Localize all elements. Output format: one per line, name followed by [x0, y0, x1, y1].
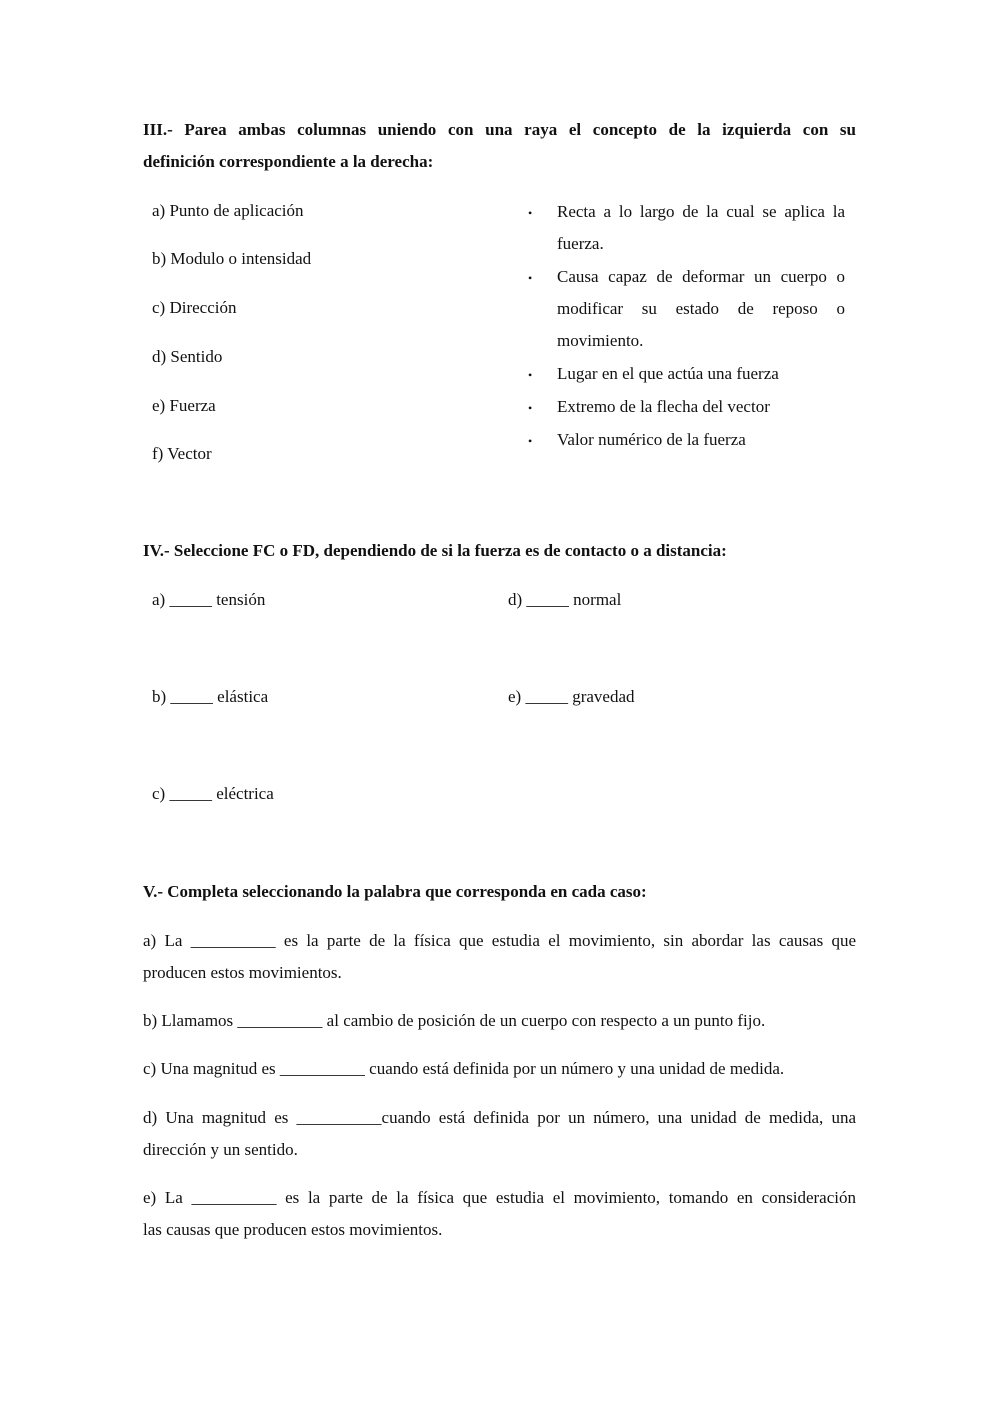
bullet-icon: • — [528, 206, 533, 220]
definition-1-line-2: fuerza. — [557, 234, 604, 253]
force-item-e[interactable]: e) _____ gravedad — [508, 687, 635, 706]
bullet-icon: • — [528, 401, 533, 415]
force-item-c[interactable]: c) _____ eléctrica — [152, 784, 274, 803]
definition-4: Extremo de la flecha del vector — [557, 397, 770, 416]
definition-2-line-3: movimiento. — [557, 331, 644, 350]
concept-e: e) Fuerza — [152, 396, 216, 415]
fill-item-c[interactable]: c) Una magnitud es __________ cuando está definida por un número y una unidad de medida. — [143, 1059, 785, 1078]
fill-item-a-line-2: producen estos movimientos. — [143, 963, 342, 982]
bullet-icon: • — [528, 368, 533, 382]
fill-item-d-line-1[interactable]: d) Una magnitud es __________cuando está definida por un número, una unidad de medida, una — [143, 1108, 856, 1127]
fill-item-e-line-1[interactable]: e) La __________ es la parte de la física que estudia el movimiento, tomando en consideración — [143, 1188, 856, 1207]
concept-c: c) Dirección — [152, 298, 237, 317]
fill-item-d-line-2: dirección y un sentido. — [143, 1140, 298, 1159]
concept-a: a) Punto de aplicación — [152, 201, 304, 220]
concept-d: d) Sentido — [152, 347, 223, 366]
bullet-icon: • — [528, 434, 533, 448]
definition-2-line-1: Causa capaz de deformar un cuerpo o — [557, 267, 845, 286]
definition-3: Lugar en el que actúa una fuerza — [557, 364, 779, 383]
definition-1-line-1: Recta a lo largo de la cual se aplica la — [557, 202, 845, 221]
fill-item-a-line-1[interactable]: a) La __________ es la parte de la física que estudia el movimiento, sin abordar las causas que — [143, 931, 856, 950]
fill-item-b[interactable]: b) Llamamos __________ al cambio de posición de un cuerpo con respecto a un punto fijo. — [143, 1011, 766, 1030]
concept-f: f) Vector — [152, 444, 212, 463]
section-3-title-line-2: definición correspondiente a la derecha: — [143, 152, 434, 171]
bullet-icon: • — [528, 271, 533, 285]
section-4-title: IV.- Seleccione FC o FD, dependiendo de si la fuerza es de contacto o a distancia: — [143, 541, 727, 560]
force-item-a[interactable]: a) _____ tensión — [152, 590, 266, 609]
fill-item-e-line-2: las causas que producen estos movimientos. — [143, 1220, 443, 1239]
section-5-title: V.- Completa seleccionando la palabra que corresponda en cada caso: — [143, 882, 647, 901]
force-item-b[interactable]: b) _____ elástica — [152, 687, 269, 706]
concept-b: b) Modulo o intensidad — [152, 249, 312, 268]
force-item-d[interactable]: d) _____ normal — [508, 590, 622, 609]
definition-5: Valor numérico de la fuerza — [557, 430, 746, 449]
section-3-title-line-1: III.- Parea ambas columnas uniendo con una raya el concepto de la izquierda con su — [143, 120, 856, 139]
definition-2-line-2: modificar su estado de reposo o — [557, 299, 845, 318]
